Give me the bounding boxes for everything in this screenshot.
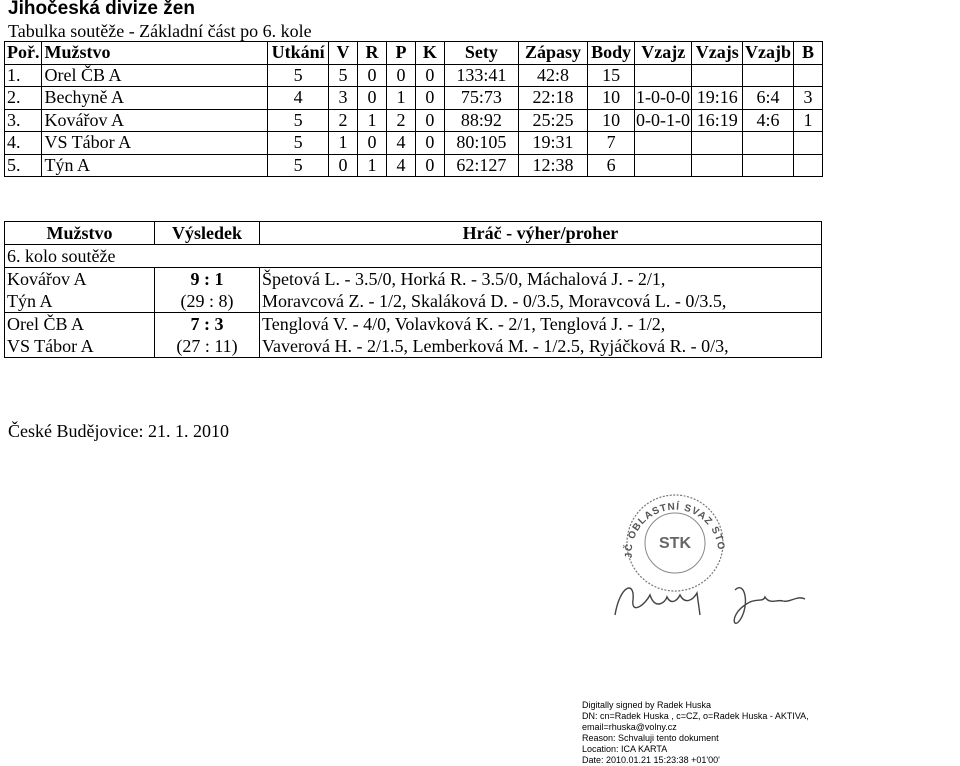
cell-sets: 133:41 xyxy=(445,64,519,87)
col-header-vzajs: Vzajs xyxy=(692,42,743,65)
cell-vzajs xyxy=(692,132,743,155)
col-header-vzajz: Vzajz xyxy=(634,42,692,65)
results-header-team: Mužstvo xyxy=(5,222,155,245)
results-header-players: Hráč - výher/proher xyxy=(260,222,822,245)
document-title: Jihočeská divize žen xyxy=(8,0,195,19)
cell-k: 0 xyxy=(415,87,444,110)
match-players-line: Vaverová H. - 2/1.5, Lemberková M. - 1/2.5, Ryjáčková R. - 0/3, xyxy=(260,335,822,358)
cell-b xyxy=(794,154,823,177)
cell-vzajb: 4:6 xyxy=(743,109,794,132)
match-score: 7 : 3 xyxy=(155,313,260,336)
match-score: 9 : 1 xyxy=(155,268,260,291)
cell-team: Bechyně A xyxy=(42,87,268,110)
cell-wins: 2 xyxy=(328,109,357,132)
cell-rank: 2. xyxy=(5,87,42,110)
round-label: 6. kolo soutěže xyxy=(5,245,822,268)
cell-points: 6 xyxy=(588,154,635,177)
cell-games: 19:31 xyxy=(518,132,588,155)
match-away-team: Týn A xyxy=(5,290,155,313)
match-home-team: Orel ČB A xyxy=(5,313,155,336)
cell-b xyxy=(794,64,823,87)
cell-matches: 5 xyxy=(268,109,329,132)
cell-draws: 0 xyxy=(358,132,387,155)
match-row xyxy=(5,268,822,291)
cell-vzajs xyxy=(692,154,743,177)
standings-row xyxy=(5,64,823,87)
sig-line: Digitally signed by Radek Huska xyxy=(582,700,712,710)
standings-table xyxy=(4,41,823,177)
match-away-team: VS Tábor A xyxy=(5,335,155,358)
cell-vzajz: 1-0-0-0 xyxy=(634,87,692,110)
results-header-result: Výsledek xyxy=(155,222,260,245)
svg-text:STK: STK xyxy=(659,535,691,552)
document-subtitle: Tabulka soutěže - Základní část po 6. kole xyxy=(8,21,312,41)
match-players-line: Špetová L. - 3.5/0, Horká R. - 3.5/0, Máchalová J. - 2/1, xyxy=(260,268,822,291)
cell-k: 0 xyxy=(415,154,444,177)
cell-k: 0 xyxy=(415,64,444,87)
cell-vzajb xyxy=(743,154,794,177)
cell-games: 25:25 xyxy=(518,109,588,132)
cell-team: Orel ČB A xyxy=(42,64,268,87)
cell-points: 15 xyxy=(588,64,635,87)
col-header-k: K xyxy=(415,42,444,65)
match-home-team: Kovářov A xyxy=(5,268,155,291)
cell-rank: 5. xyxy=(5,154,42,177)
cell-vzajs xyxy=(692,64,743,87)
results-table xyxy=(4,221,822,358)
cell-losses: 0 xyxy=(387,64,416,87)
cell-points: 7 xyxy=(588,132,635,155)
cell-wins: 0 xyxy=(328,154,357,177)
match-row xyxy=(5,290,822,313)
cell-vzajs: 16:19 xyxy=(692,109,743,132)
signature-scribble xyxy=(605,575,815,635)
cell-sets: 62:127 xyxy=(445,154,519,177)
svg-text:JČ OBLASTNÍ SVAZ STOLNÍHO TENI: JČ OBLASTNÍ SVAZ STO xyxy=(623,501,727,559)
col-header-sets: Sety xyxy=(445,42,519,65)
col-header-matches: Utkání xyxy=(268,42,329,65)
cell-rank: 1. xyxy=(5,64,42,87)
cell-points: 10 xyxy=(588,109,635,132)
match-row xyxy=(5,313,822,336)
col-header-team: Mužstvo xyxy=(42,42,268,65)
standings-row xyxy=(5,154,823,177)
cell-vzajs: 19:16 xyxy=(692,87,743,110)
cell-vzajz xyxy=(634,154,692,177)
col-header-points: Body xyxy=(588,42,635,65)
cell-vzajz xyxy=(634,64,692,87)
standings-header-row xyxy=(5,42,823,65)
digital-signature-info xyxy=(582,700,809,766)
cell-wins: 1 xyxy=(328,132,357,155)
cell-vzajb: 6:4 xyxy=(743,87,794,110)
sig-line: Reason: Schvaluji tento dokument xyxy=(582,733,719,743)
cell-sets: 80:105 xyxy=(445,132,519,155)
cell-rank: 3. xyxy=(5,109,42,132)
cell-vzajb xyxy=(743,64,794,87)
col-header-draws: R xyxy=(358,42,387,65)
sig-line: Location: ICA KARTA xyxy=(582,744,668,754)
standings-row xyxy=(5,109,823,132)
cell-losses: 2 xyxy=(387,109,416,132)
match-sets: (29 : 8) xyxy=(155,290,260,313)
cell-b: 1 xyxy=(794,109,823,132)
cell-team: Týn A xyxy=(42,154,268,177)
cell-b xyxy=(794,132,823,155)
cell-team: VS Tábor A xyxy=(42,132,268,155)
cell-wins: 3 xyxy=(328,87,357,110)
col-header-vzajb: Vzajb xyxy=(743,42,794,65)
match-row xyxy=(5,335,822,358)
cell-vzajz: 0-0-1-0 xyxy=(634,109,692,132)
cell-sets: 88:92 xyxy=(445,109,519,132)
col-header-losses: P xyxy=(387,42,416,65)
cell-matches: 4 xyxy=(268,87,329,110)
cell-draws: 0 xyxy=(358,64,387,87)
sig-line: DN: cn=Radek Huska , c=CZ, o=Radek Huska - AKTIVA, xyxy=(582,711,809,721)
cell-matches: 5 xyxy=(268,64,329,87)
cell-wins: 5 xyxy=(328,64,357,87)
cell-draws: 0 xyxy=(358,87,387,110)
sig-line: Date: 2010.01.21 15:23:38 +01'00' xyxy=(582,755,720,765)
cell-vzajz xyxy=(634,132,692,155)
cell-draws: 1 xyxy=(358,109,387,132)
place-date: České Budějovice: 21. 1. 2010 xyxy=(8,421,229,441)
match-players-line: Tenglová V. - 4/0, Volavková K. - 2/1, Tenglová J. - 1/2, xyxy=(260,313,822,336)
cell-losses: 4 xyxy=(387,154,416,177)
match-players-line: Moravcová Z. - 1/2, Skaláková D. - 0/3.5, Moravcová L. - 0/3.5, xyxy=(260,290,822,313)
cell-games: 42:8 xyxy=(518,64,588,87)
cell-rank: 4. xyxy=(5,132,42,155)
cell-k: 0 xyxy=(415,109,444,132)
cell-k: 0 xyxy=(415,132,444,155)
round-label-row xyxy=(5,245,822,268)
col-header-games: Zápasy xyxy=(518,42,588,65)
sig-line: email=rhuska@volny.cz xyxy=(582,722,677,732)
standings-row xyxy=(5,132,823,155)
cell-games: 22:18 xyxy=(518,87,588,110)
cell-draws: 1 xyxy=(358,154,387,177)
cell-losses: 1 xyxy=(387,87,416,110)
cell-matches: 5 xyxy=(268,154,329,177)
cell-points: 10 xyxy=(588,87,635,110)
cell-games: 12:38 xyxy=(518,154,588,177)
standings-row xyxy=(5,87,823,110)
results-header-row xyxy=(5,222,822,245)
cell-b: 3 xyxy=(794,87,823,110)
cell-losses: 4 xyxy=(387,132,416,155)
cell-matches: 5 xyxy=(268,132,329,155)
cell-vzajb xyxy=(743,132,794,155)
col-header-b: B xyxy=(794,42,823,65)
match-sets: (27 : 11) xyxy=(155,335,260,358)
cell-team: Kovářov A xyxy=(42,109,268,132)
cell-sets: 75:73 xyxy=(445,87,519,110)
col-header-wins: V xyxy=(328,42,357,65)
col-header-rank: Poř. xyxy=(5,42,42,65)
handwritten-signatures xyxy=(605,575,815,640)
